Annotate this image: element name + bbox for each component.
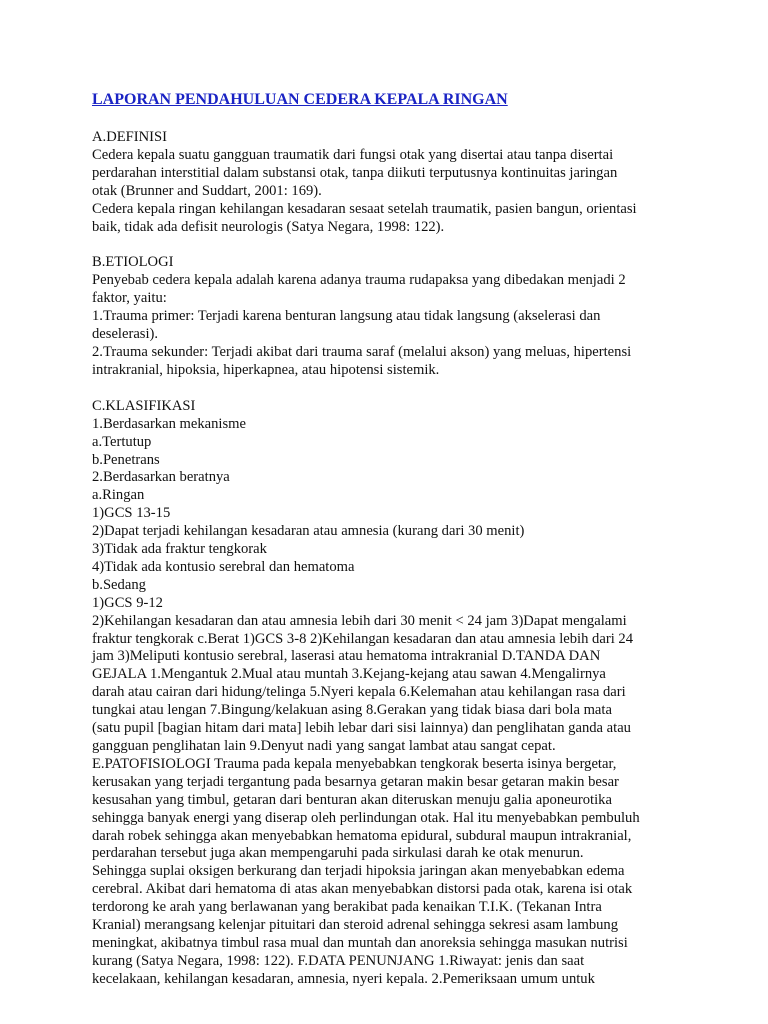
paragraph-line: sehingga banyak energi yang diserap oleh perlindungan otak. Hal itu menyebabkan pembuluh — [92, 809, 640, 826]
paragraph-line: intrakranial, hipoksia, hiperkapnea, atau hipotensi sistemik. — [92, 361, 440, 378]
paragraph-line: Kranial) merangsang kelenjar pituitari dan steroid adrenal sehingga sekresi asam lambung — [92, 917, 619, 934]
paragraph-line: (satu pupil [bagian hitam dari mata] lebih lebar dari sisi lainnya) dan penglihatan ganda atau — [92, 720, 631, 737]
document-page — [92, 90, 692, 1007]
paragraph-line: 1.Berdasarkan mekanisme — [92, 415, 246, 432]
paragraph-line: 2.Trauma sekunder: Terjadi akibat dari trauma saraf (melalui akson) yang meluas, hipertensi — [92, 343, 632, 360]
paragraph-line: E.PATOFISIOLOGI Trauma pada kepala menyebabkan tengkorak beserta isinya bergetar, — [92, 755, 617, 772]
section-2 — [92, 398, 692, 989]
paragraph-line: b.Penetrans — [92, 451, 160, 468]
paragraph-line: 2)Kehilangan kesadaran dan atau amnesia lebih dari 30 menit < 24 jam 3)Dapat mengalami — [92, 612, 627, 629]
paragraph-line: 1)GCS 9-12 — [92, 594, 163, 611]
section-heading: B.ETIOLOGI — [92, 254, 174, 271]
paragraph-line: jam 3)Meliputi kontusio serebral, laserasi atau hematoma intrakranial D.TANDA DAN — [92, 648, 601, 665]
paragraph-line: deselerasi). — [92, 326, 159, 343]
paragraph-line: darah robek sehingga akan menyebabkan hematoma epidural, subdural maupun intrakranial, — [92, 827, 632, 844]
paragraph-line: Penyebab cedera kepala adalah karena adanya trauma rudapaksa yang dibedakan menjadi 2 — [92, 272, 626, 289]
document-title-link[interactable]: LAPORAN PENDAHULUAN CEDERA KEPALA RINGAN — [92, 91, 508, 108]
paragraph-line: b.Sedang — [92, 576, 146, 593]
paragraph-line: perdarahan tersebut juga akan mempengaruhi pada sirkulasi darah ke otak menurun. — [92, 845, 584, 862]
paragraph-line: GEJALA 1.Mengantuk 2.Mual atau muntah 3.Kejang-kejang atau sawan 4.Mengalirnya — [92, 666, 606, 683]
paragraph-line: kecelakaan, kehilangan kesadaran, amnesia, nyeri kepala. 2.Pemeriksaan umum untuk — [92, 970, 595, 987]
paragraph-line: terdorong ke arah yang berlawanan yang berakibat pada kenaikan T.I.K. (Tekanan Intra — [92, 899, 602, 916]
paragraph-line: faktor, yaitu: — [92, 290, 167, 307]
paragraph-line: kerusakan yang terjadi tergantung pada besarnya getaran makin besar getaran makin besar — [92, 773, 619, 790]
paragraph-line: 1)GCS 13-15 — [92, 505, 171, 522]
section-heading: A.DEFINISI — [92, 129, 167, 145]
paragraph-line: cerebral. Akibat dari hematoma di atas akan menyebabkan distorsi pada otak, karena isi otak — [92, 881, 633, 898]
paragraph-line: Sehingga suplai oksigen berkurang dan terjadi hipoksia jaringan akan menyebabkan edema — [92, 863, 625, 880]
paragraph-line: 2.Berdasarkan beratnya — [92, 469, 230, 486]
paragraph-line: 4)Tidak ada kontusio serebral dan hematoma — [92, 558, 355, 575]
section-heading: C.KLASIFIKASI — [92, 397, 196, 414]
paragraph-line: tungkai atau lengan 7.Bingung/kelakuan asing 8.Gerakan yang tidak biasa dari bola mata — [92, 702, 612, 719]
paragraph-line: kurang (Satya Negara, 1998: 122). F.DATA PENUNJANG 1.Riwayat: jenis dan saat — [92, 952, 585, 969]
paragraph-line: gangguan penglihatan lain 9.Denyut nadi yang sangat lambat atau sangat cepat. — [92, 738, 556, 754]
paragraph-line: baik, tidak ada defisit neurologis (Satya Negara, 1998: 122). — [92, 218, 445, 235]
paragraph-line: darah atau cairan dari hidung/telinga 5.Nyeri kepala 6.Kelemahan atau kehilangan rasa dari — [92, 684, 626, 701]
section-0 — [92, 129, 692, 236]
paragraph-line: Cedera kepala ringan kehilangan kesadaran sesaat setelah traumatik, pasien bangun, orientasi — [92, 200, 637, 217]
paragraph-line: fraktur tengkorak c.Berat 1)GCS 3-8 2)Kehilangan kesadaran dan atau amnesia lebih dari 24 — [92, 630, 633, 647]
paragraph-line: perdarahan interstitial dalam substansi otak, tanpa diikuti terputusnya kontinuitas jaringan — [92, 164, 618, 181]
paragraph-line: 1.Trauma primer: Terjadi karena benturan langsung atau tidak langsung (akselerasi dan — [92, 308, 601, 325]
paragraph-line: 3)Tidak ada fraktur tengkorak — [92, 541, 267, 558]
section-1 — [92, 254, 692, 379]
paragraph-line: otak (Brunner and Suddart, 2001: 169). — [92, 182, 322, 199]
paragraph-line: Cedera kepala suatu gangguan traumatik dari fungsi otak yang disertai atau tanpa disertai — [92, 146, 614, 163]
paragraph-line: kesusahan yang timbul, getaran dari benturan akan diteruskan menuju galia aponeurotika — [92, 791, 612, 808]
paragraph-line: a.Ringan — [92, 487, 145, 504]
paragraph-line: meningkat, akibatnya timbul rasa mual dan muntah dan anoreksia sehingga masukan nutrisi — [92, 934, 628, 951]
paragraph-line: 2)Dapat terjadi kehilangan kesadaran atau amnesia (kurang dari 30 menit) — [92, 523, 525, 540]
document-body — [92, 129, 692, 989]
paragraph-line: a.Tertutup — [92, 433, 152, 450]
